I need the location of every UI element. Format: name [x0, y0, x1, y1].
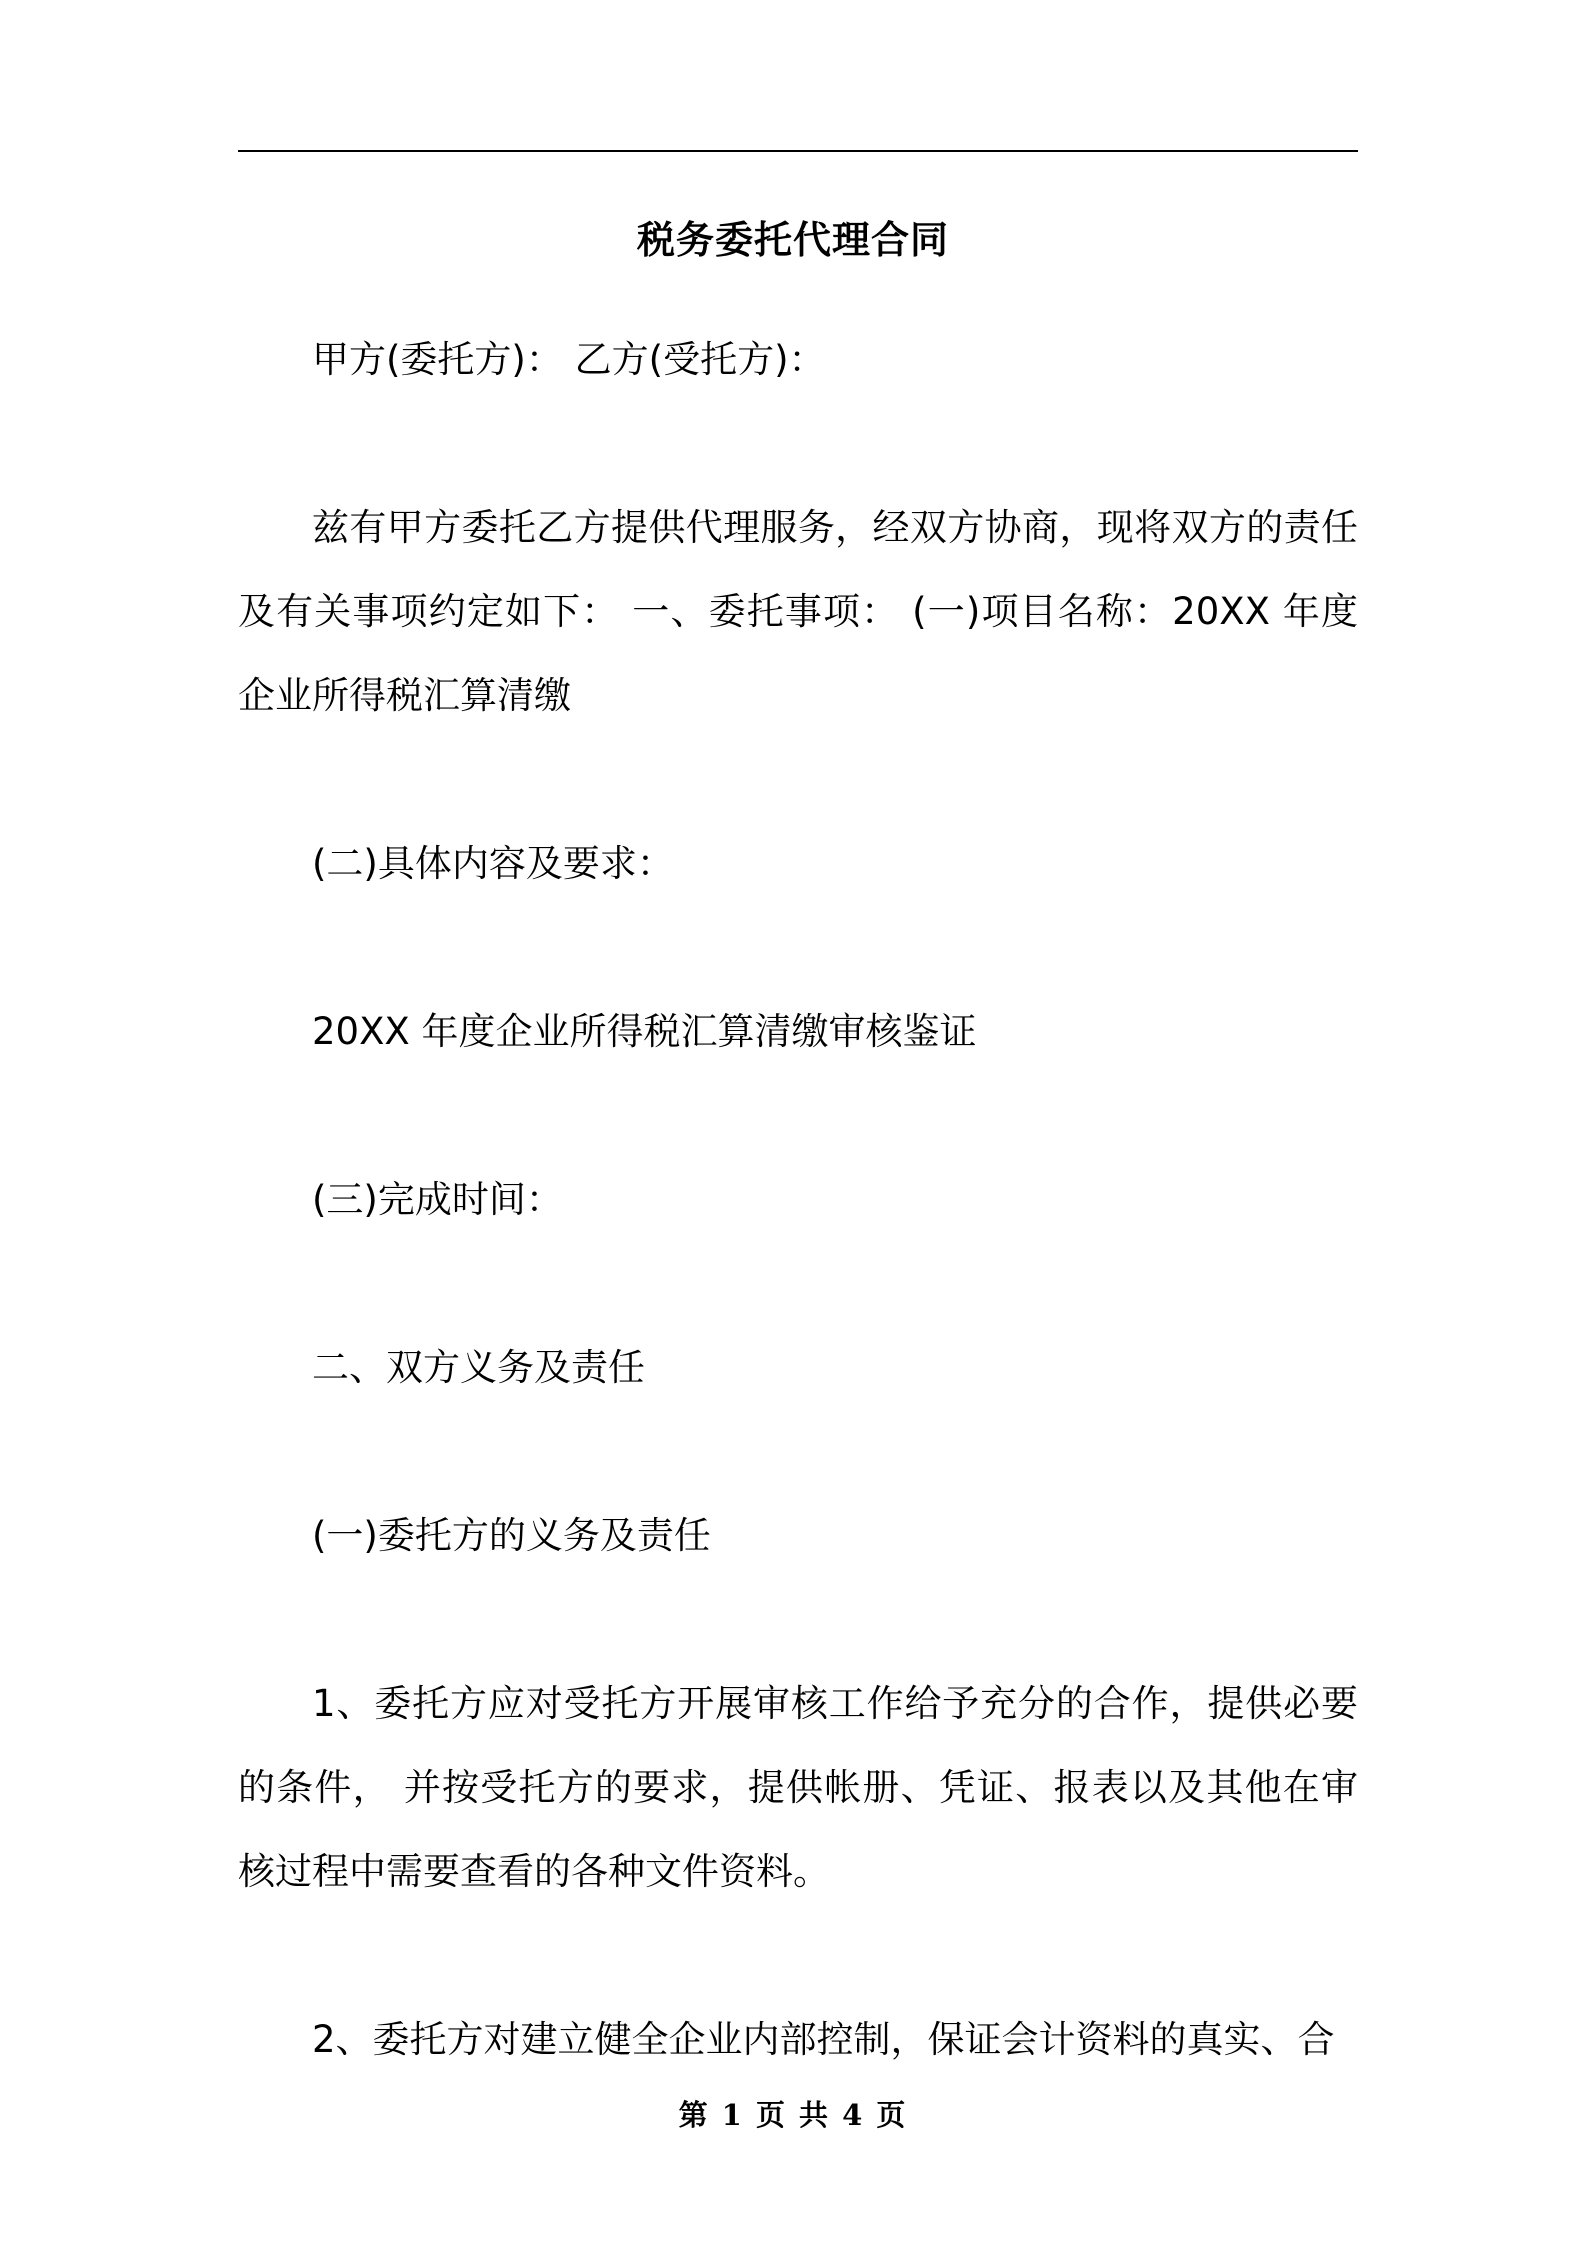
document-body-item2 [238, 822, 1358, 906]
paragraph-clause-1: 1、委托方应对受托方开展审核工作给予充分的合作，提供必要的条件， 并按受托方的要求，提供帐册、凭证、报表以及其他在审核过程中需要查看的各种文件资料。 [238, 1682, 1358, 1893]
document-title: 税务委托代理合同 [636, 218, 949, 262]
paragraph-client-obligations: (一)委托方的义务及责任 [312, 1514, 711, 1557]
paragraph-content-detail: 20XX 年度企业所得税汇算清缴审核鉴证 [312, 1010, 977, 1053]
paragraph-content-requirements: (二)具体内容及要求： [312, 842, 674, 885]
document-body-intro [238, 486, 1358, 738]
paragraph-intro: 兹有甲方委托乙方提供代理服务，经双方协商，现将双方的责任及有关事项约定如下： 一、委托事项： (一)项目名称：20XX 年度企业所得税汇算清缴 [238, 506, 1358, 717]
document-body-item3 [238, 1158, 1358, 1242]
document-body-item2-detail [238, 990, 1358, 1074]
paragraph-section-obligations: 二、双方义务及责任 [312, 1346, 645, 1389]
document-body [238, 318, 1358, 402]
header-rule [238, 150, 1358, 152]
document-body-clause1 [238, 1662, 1358, 1914]
paragraph-clause-2: 2、委托方对建立健全企业内部控制，保证会计资料的真实、合 [312, 2018, 1335, 2061]
paragraph-parties: 甲方(委托方)： 乙方(受托方)： [312, 338, 826, 381]
document-body-clause2 [238, 1998, 1358, 2082]
document-body-section2-1 [238, 1494, 1358, 1578]
page-footer: 第 1 页 共 4 页 [678, 2098, 908, 2132]
document-body-section2 [238, 1326, 1358, 1410]
paragraph-completion-time: (三)完成时间： [312, 1178, 563, 1221]
